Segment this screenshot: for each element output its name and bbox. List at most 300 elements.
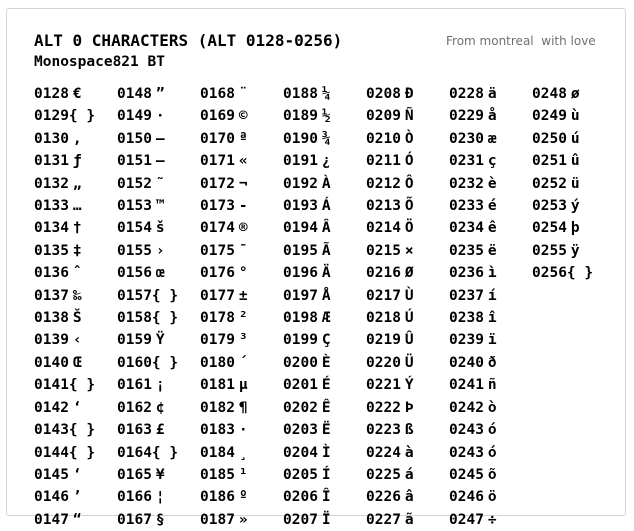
alt-code: 0233 <box>449 198 484 215</box>
char-entry <box>532 195 593 217</box>
char-entry <box>366 352 414 374</box>
character-glyph: “ <box>72 511 82 528</box>
character-glyph: { } <box>68 108 96 125</box>
alt-code: 0183 <box>200 422 235 439</box>
character-glyph: ø <box>570 86 580 102</box>
char-entry <box>366 105 414 127</box>
character-glyph: æ <box>487 130 497 147</box>
character-glyph: À <box>321 175 331 192</box>
character-glyph: { } <box>151 310 179 327</box>
char-entry <box>283 173 331 195</box>
alt-code: 0232 <box>449 175 484 192</box>
character-glyph: Æ <box>321 310 331 327</box>
alt-code: 0162 <box>117 399 152 416</box>
char-entry <box>366 262 414 284</box>
character-glyph: { } <box>68 422 96 439</box>
char-entry <box>532 240 593 262</box>
character-glyph: ± <box>238 287 248 304</box>
character-glyph: Ë <box>321 422 331 439</box>
character-glyph: { } <box>151 354 179 371</box>
character-glyph: š <box>155 220 165 237</box>
character-glyph: Š <box>72 310 82 327</box>
alt-code: 0203 <box>283 422 318 439</box>
character-glyph: È <box>321 354 331 371</box>
character-glyph: º <box>238 489 248 506</box>
char-entry <box>200 374 248 396</box>
alt-code: 0195 <box>283 242 318 259</box>
alt-code: 0142 <box>34 399 69 416</box>
char-entry <box>532 150 593 172</box>
alt-code: 0201 <box>283 377 318 394</box>
alt-code: 0217 <box>366 287 401 304</box>
alt-code: 0251 <box>532 153 567 170</box>
alt-code: 0222 <box>366 399 401 416</box>
char-entry <box>449 262 497 284</box>
character-glyph: ƒ <box>72 153 82 170</box>
alt-code: 0194 <box>283 220 318 237</box>
alt-code: 0249 <box>532 108 567 125</box>
character-glyph: ¬ <box>238 175 248 192</box>
alt-code: 0214 <box>366 220 401 237</box>
alt-code: 0158 <box>117 310 152 327</box>
alt-code: 0147 <box>34 511 69 528</box>
char-entry <box>283 397 331 419</box>
character-glyph: ¢ <box>155 399 165 416</box>
character-glyph: » <box>238 511 248 528</box>
char-entry <box>449 150 497 172</box>
alt-code: 0216 <box>366 265 401 282</box>
alt-code: 0245 <box>449 466 484 483</box>
alt-code: 0252 <box>532 175 567 192</box>
alt-code: 0163 <box>117 422 152 439</box>
character-glyph: ÷ <box>487 511 497 528</box>
character-glyph: Ø <box>404 265 414 282</box>
char-entry <box>34 486 95 508</box>
char-entry <box>366 374 414 396</box>
character-glyph: ú <box>570 130 580 147</box>
alt-code: 0202 <box>283 399 318 416</box>
char-entry <box>449 397 497 419</box>
alt-code: 0200 <box>283 354 318 371</box>
alt-code: 0178 <box>200 310 235 327</box>
character-glyph: Ú <box>404 310 414 327</box>
alt-code: 0235 <box>449 242 484 259</box>
alt-code: 0226 <box>366 489 401 506</box>
char-entry <box>34 195 95 217</box>
char-entry <box>200 464 248 486</box>
alt-code: 0189 <box>283 108 318 125</box>
char-entry <box>449 419 497 441</box>
character-glyph: ” <box>155 86 165 102</box>
alt-code: 0176 <box>200 265 235 282</box>
char-entry <box>34 105 95 127</box>
character-glyph: ˜ <box>155 175 165 192</box>
char-entry <box>117 509 178 531</box>
character-glyph: Í <box>321 466 331 483</box>
character-glyph: ë <box>487 242 497 259</box>
character-glyph: á <box>404 466 414 483</box>
alt-code: 0215 <box>366 242 401 259</box>
alt-code: 0129 <box>34 108 69 125</box>
character-glyph: § <box>155 511 165 528</box>
alt-code: 0199 <box>283 332 318 349</box>
alt-code: 0231 <box>449 153 484 170</box>
alt-code: 0149 <box>117 108 152 125</box>
char-column <box>366 83 414 531</box>
char-entry <box>34 262 95 284</box>
char-entry <box>532 83 593 105</box>
alt-code: 0171 <box>200 153 235 170</box>
character-glyph: ³ <box>238 332 248 349</box>
character-glyph: Ÿ <box>155 332 165 349</box>
character-glyph: ß <box>404 422 414 439</box>
character-glyph: ‰ <box>72 287 82 304</box>
character-glyph: ñ <box>487 377 497 394</box>
char-entry <box>366 285 414 307</box>
character-glyph: õ <box>487 466 497 483</box>
character-glyph: Ì <box>321 444 331 461</box>
character-glyph: Â <box>321 220 331 237</box>
alt-code: 0135 <box>34 242 69 259</box>
character-glyph: þ <box>570 220 580 237</box>
char-entry <box>34 442 95 464</box>
alt-code: 0242 <box>449 399 484 416</box>
alt-code: 0159 <box>117 332 152 349</box>
char-entry <box>449 83 497 105</box>
char-entry <box>117 240 178 262</box>
char-entry <box>200 217 248 239</box>
alt-code: 0204 <box>283 444 318 461</box>
alt-code: 0174 <box>200 220 235 237</box>
character-glyph: † <box>72 220 82 237</box>
char-entry <box>449 240 497 262</box>
char-entry <box>283 128 331 150</box>
character-glyph: ò <box>487 399 497 416</box>
alt-code: 0180 <box>200 354 235 371</box>
char-entry <box>449 285 497 307</box>
alt-code: 0165 <box>117 466 152 483</box>
char-column <box>449 83 497 531</box>
character-glyph: Ï <box>321 511 331 528</box>
character-glyph: Ô <box>404 175 414 192</box>
alt-code: 0132 <box>34 175 69 192</box>
alt-code: 0243 <box>449 444 484 461</box>
character-glyph: ª <box>238 130 248 147</box>
character-glyph: ¸ <box>238 444 248 461</box>
char-entry <box>283 486 331 508</box>
character-glyph: › <box>155 242 165 259</box>
char-entry <box>283 329 331 351</box>
character-glyph: ´ <box>238 354 248 371</box>
alt-code: 0155 <box>117 242 152 259</box>
char-entry <box>200 352 248 374</box>
character-glyph: à <box>404 444 414 461</box>
character-glyph: ‘ <box>72 466 82 483</box>
alt-code: 0197 <box>283 287 318 304</box>
alt-code: 0237 <box>449 287 484 304</box>
alt-code: 0136 <box>34 265 69 282</box>
char-entry <box>449 509 497 531</box>
alt-code: 0152 <box>117 175 152 192</box>
alt-code: 0219 <box>366 332 401 349</box>
char-entry <box>366 128 414 150</box>
alt-code: 0191 <box>283 153 318 170</box>
alt-code: 0228 <box>449 86 484 102</box>
character-glyph: ¥ <box>155 466 165 483</box>
alt-code: 0213 <box>366 198 401 215</box>
char-entry <box>283 217 331 239</box>
alt-code: 0169 <box>200 108 235 125</box>
alt-code: 0211 <box>366 153 401 170</box>
character-glyph: { } <box>151 287 179 304</box>
character-glyph: ê <box>487 220 497 237</box>
character-glyph: ‘ <box>72 399 82 416</box>
char-entry <box>200 486 248 508</box>
character-glyph: – <box>155 130 165 147</box>
alt-code: 0225 <box>366 466 401 483</box>
char-entry <box>283 240 331 262</box>
char-entry <box>34 374 95 396</box>
character-glyph: ó <box>487 444 497 461</box>
char-entry <box>200 173 248 195</box>
char-entry <box>449 329 497 351</box>
character-glyph: ¦ <box>155 489 165 506</box>
character-glyph: ² <box>238 310 248 327</box>
character-glyph: ö <box>487 489 497 506</box>
alt-code: 0168 <box>200 86 235 102</box>
char-entry <box>117 105 178 127</box>
char-entry <box>366 195 414 217</box>
char-column <box>200 83 248 531</box>
char-entry <box>449 486 497 508</box>
character-glyph: € <box>72 86 82 102</box>
character-glyph: ù <box>570 108 580 125</box>
character-glyph: ¾ <box>321 130 331 147</box>
alt-code: 0256 <box>532 265 567 282</box>
char-entry <box>283 83 331 105</box>
character-glyph: Þ <box>404 399 414 416</box>
character-glyph: é <box>487 198 497 215</box>
alt-code: 0223 <box>366 422 401 439</box>
alt-code: 0154 <box>117 220 152 237</box>
alt-code: 0220 <box>366 354 401 371</box>
char-entry <box>117 150 178 172</box>
char-entry <box>283 262 331 284</box>
char-entry <box>117 128 178 150</box>
char-entry <box>34 83 95 105</box>
char-entry <box>117 419 178 441</box>
alt-code: 0247 <box>449 511 484 528</box>
char-entry <box>200 150 248 172</box>
character-glyph: · <box>155 108 165 125</box>
alt-code: 0241 <box>449 377 484 394</box>
character-glyph: Ã <box>321 242 331 259</box>
alt-code: 0184 <box>200 444 235 461</box>
alt-code: 0131 <box>34 153 69 170</box>
char-entry <box>117 352 178 374</box>
alt-code: 0179 <box>200 332 235 349</box>
char-entry <box>200 105 248 127</box>
character-glyph: « <box>238 153 248 170</box>
alt-code: 0160 <box>117 354 152 371</box>
character-glyph: ° <box>238 265 248 282</box>
alt-code: 0243 <box>449 422 484 439</box>
char-entry <box>200 262 248 284</box>
char-entry <box>200 397 248 419</box>
character-glyph: ¡ <box>155 377 165 394</box>
character-glyph: { } <box>68 444 96 461</box>
alt-code: 0146 <box>34 489 69 506</box>
character-glyph: ‡ <box>72 242 82 259</box>
char-entry <box>449 464 497 486</box>
character-glyph: ’ <box>72 489 82 506</box>
alt-code: 0209 <box>366 108 401 125</box>
char-entry <box>200 419 248 441</box>
char-entry <box>366 486 414 508</box>
char-entry <box>117 195 178 217</box>
alt-code: 0250 <box>532 130 567 147</box>
char-entry <box>200 128 248 150</box>
alt-code: 0248 <box>532 86 567 102</box>
alt-code: 0187 <box>200 511 235 528</box>
char-entry <box>366 150 414 172</box>
alt-code: 0181 <box>200 377 235 394</box>
character-glyph: — <box>155 153 165 170</box>
character-glyph: ¶ <box>238 399 248 416</box>
character-glyph: ® <box>238 220 248 237</box>
char-entry <box>366 397 414 419</box>
character-glyph: ™ <box>155 198 165 215</box>
alt-code: 0150 <box>117 130 152 147</box>
character-glyph: ì <box>487 265 497 282</box>
char-entry <box>283 195 331 217</box>
char-entry <box>366 464 414 486</box>
char-entry <box>449 217 497 239</box>
alt-code: 0212 <box>366 175 401 192</box>
alt-code: 0227 <box>366 511 401 528</box>
char-entry <box>117 173 178 195</box>
alt-code: 0137 <box>34 287 69 304</box>
char-entry <box>283 442 331 464</box>
char-entry <box>283 150 331 172</box>
character-glyph: Ê <box>321 399 331 416</box>
char-entry <box>34 173 95 195</box>
character-glyph: ¯ <box>238 242 248 259</box>
character-glyph: Ò <box>404 130 414 147</box>
char-entry <box>283 374 331 396</box>
alt-code: 0138 <box>34 310 69 327</box>
char-entry <box>117 486 178 508</box>
alt-code: 0193 <box>283 198 318 215</box>
char-column <box>117 83 178 531</box>
alt-code: 0156 <box>117 265 152 282</box>
char-entry <box>366 217 414 239</box>
char-entry <box>366 329 414 351</box>
char-entry <box>200 307 248 329</box>
character-glyph: ó <box>487 422 497 439</box>
alt-code: 0182 <box>200 399 235 416</box>
character-glyph: { } <box>566 265 594 282</box>
char-entry <box>283 352 331 374</box>
alt-code: 0221 <box>366 377 401 394</box>
alt-code: 0175 <box>200 242 235 259</box>
alt-code: 0139 <box>34 332 69 349</box>
character-glyph: è <box>487 175 497 192</box>
character-glyph: Ó <box>404 153 414 170</box>
alt-code: 0224 <box>366 444 401 461</box>
char-entry <box>34 285 95 307</box>
character-glyph: „ <box>72 175 82 192</box>
character-glyph: ‹ <box>72 332 82 349</box>
char-entry <box>200 240 248 262</box>
character-glyph: Ä <box>321 265 331 282</box>
character-glyph: ü <box>570 175 580 192</box>
character-glyph: û <box>570 153 580 170</box>
alt-code: 0254 <box>532 220 567 237</box>
alt-code: 0144 <box>34 444 69 461</box>
alt-code: 0239 <box>449 332 484 349</box>
character-glyph: Õ <box>404 198 414 215</box>
char-entry <box>117 285 178 307</box>
char-entry <box>34 128 95 150</box>
character-glyph: … <box>72 198 82 215</box>
char-entry <box>200 509 248 531</box>
char-entry <box>34 419 95 441</box>
alt-code: 0134 <box>34 220 69 237</box>
character-glyph: ¼ <box>321 86 331 102</box>
char-column <box>283 83 331 531</box>
char-entry <box>366 83 414 105</box>
character-glyph: î <box>487 310 497 327</box>
character-glyph: ½ <box>321 108 331 125</box>
char-entry <box>117 307 178 329</box>
alt-code: 0173 <box>200 198 235 215</box>
alt-code: 0218 <box>366 310 401 327</box>
alt-code: 0190 <box>283 130 318 147</box>
character-glyph: Á <box>321 198 331 215</box>
alt-code: 0172 <box>200 175 235 192</box>
character-glyph: ã <box>404 511 414 528</box>
character-glyph: Ç <box>321 332 331 349</box>
char-entry <box>34 397 95 419</box>
alt-code: 0188 <box>283 86 318 102</box>
character-glyph: Œ <box>72 354 82 371</box>
char-entry <box>283 105 331 127</box>
alt-code: 0166 <box>117 489 152 506</box>
char-entry <box>449 307 497 329</box>
char-entry <box>200 83 248 105</box>
character-glyph: ˆ <box>72 265 82 282</box>
char-entry <box>366 419 414 441</box>
char-column <box>532 83 593 285</box>
alt-code: 0255 <box>532 242 567 259</box>
char-entry <box>283 285 331 307</box>
alt-code: 0141 <box>34 377 69 394</box>
character-glyph: µ <box>238 377 248 394</box>
credit-text: From montreal with love <box>446 34 596 48</box>
alt-code: 0210 <box>366 130 401 147</box>
alt-code: 0230 <box>449 130 484 147</box>
char-entry <box>200 285 248 307</box>
alt-code: 0206 <box>283 489 318 506</box>
character-glyph: ç <box>487 153 497 170</box>
font-name-subtitle: Monospace821 BT <box>34 54 165 70</box>
char-entry <box>200 442 248 464</box>
alt-code: 0229 <box>449 108 484 125</box>
character-glyph: Å <box>321 287 331 304</box>
char-entry <box>34 240 95 262</box>
character-glyph: Ý <box>404 377 414 394</box>
